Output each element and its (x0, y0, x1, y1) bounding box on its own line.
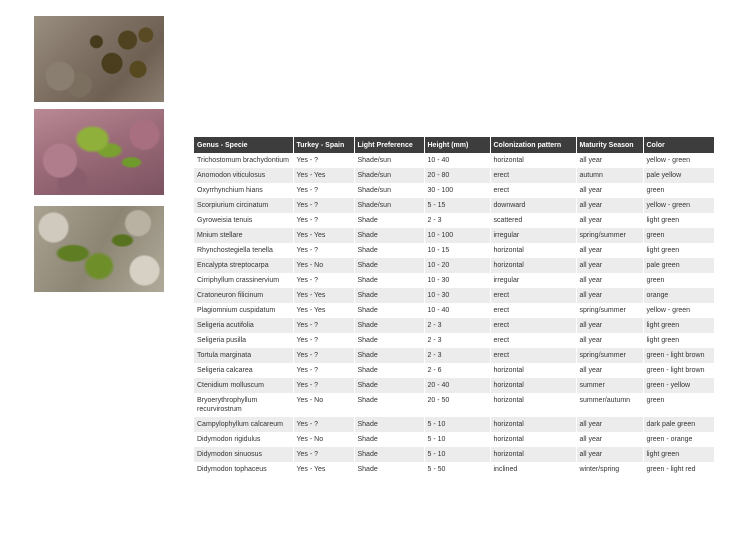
cell-height: 5 - 10 (424, 417, 490, 432)
cell-turkey-spain: Yes - ? (293, 348, 354, 363)
cell-maturity-season: all year (576, 258, 643, 273)
table-row (194, 462, 714, 477)
cell-colonization-pattern: scattered (490, 213, 576, 228)
cell-light-preference: Shade (354, 447, 424, 462)
table-row (194, 153, 714, 168)
cell-light-preference: Shade (354, 348, 424, 363)
cell-height: 10 - 40 (424, 303, 490, 318)
cell-color: green - light brown (643, 348, 714, 363)
cell-color: green (643, 393, 714, 417)
cell-turkey-spain: Yes - Yes (293, 303, 354, 318)
cell-genus-specie: Campylophyllum calcareum (194, 417, 293, 432)
cell-turkey-spain: Yes - No (293, 393, 354, 417)
table-row (194, 348, 714, 363)
cell-colonization-pattern: horizontal (490, 378, 576, 393)
cell-maturity-season: spring/summer (576, 348, 643, 363)
cell-color: light green (643, 318, 714, 333)
cell-height: 2 - 3 (424, 213, 490, 228)
cell-light-preference: Shade/sun (354, 168, 424, 183)
cell-maturity-season: winter/spring (576, 462, 643, 477)
header-turkey-spain: Turkey - Spain (293, 137, 354, 153)
cell-maturity-season: all year (576, 417, 643, 432)
cell-light-preference: Shade/sun (354, 198, 424, 213)
cell-light-preference: Shade (354, 432, 424, 447)
cell-color: light green (643, 243, 714, 258)
header-maturity-season: Maturity Season (576, 137, 643, 153)
cell-genus-specie: Oxyrrhynchium hians (194, 183, 293, 198)
cell-color: yellow - green (643, 303, 714, 318)
cell-maturity-season: all year (576, 447, 643, 462)
cell-light-preference: Shade (354, 318, 424, 333)
cell-light-preference: Shade (354, 243, 424, 258)
cell-colonization-pattern: horizontal (490, 393, 576, 417)
cell-colonization-pattern: inclined (490, 462, 576, 477)
cell-height: 5 - 10 (424, 432, 490, 447)
cell-turkey-spain: Yes - ? (293, 363, 354, 378)
cell-colonization-pattern: horizontal (490, 447, 576, 462)
cell-maturity-season: all year (576, 213, 643, 228)
cell-turkey-spain: Yes - ? (293, 318, 354, 333)
cell-color: light green (643, 333, 714, 348)
table-row (194, 168, 714, 183)
cell-color: dark pale green (643, 417, 714, 432)
cell-colonization-pattern: downward (490, 198, 576, 213)
cell-turkey-spain: Yes - ? (293, 447, 354, 462)
cell-colonization-pattern: erect (490, 168, 576, 183)
cell-colonization-pattern: erect (490, 318, 576, 333)
cell-height: 10 - 15 (424, 243, 490, 258)
cell-color: green - orange (643, 432, 714, 447)
cell-colonization-pattern: horizontal (490, 363, 576, 378)
cell-genus-specie: Ctenidium molluscum (194, 378, 293, 393)
table-row (194, 243, 714, 258)
cell-colonization-pattern: horizontal (490, 258, 576, 273)
header-light-preference: Light Preference (354, 137, 424, 153)
cell-height: 2 - 3 (424, 348, 490, 363)
cell-genus-specie: Seligeria acutifolia (194, 318, 293, 333)
cell-genus-specie: Cirriphyllum crassinervium (194, 273, 293, 288)
cell-genus-specie: Didymodon tophaceus (194, 462, 293, 477)
cell-genus-specie: Plagiomnium cuspidatum (194, 303, 293, 318)
moss-photo-brown (34, 16, 164, 102)
cell-light-preference: Shade (354, 363, 424, 378)
cell-genus-specie: Tortula marginata (194, 348, 293, 363)
cell-height: 20 - 80 (424, 168, 490, 183)
table-row (194, 183, 714, 198)
cell-turkey-spain: Yes - No (293, 432, 354, 447)
table-row (194, 273, 714, 288)
cell-maturity-season: all year (576, 432, 643, 447)
cell-genus-specie: Cratoneuron filicinum (194, 288, 293, 303)
cell-colonization-pattern: irregular (490, 273, 576, 288)
moss-species-table (194, 137, 715, 477)
cell-height: 10 - 20 (424, 258, 490, 273)
cell-genus-specie: Bryoerythrophyllum recurvirostrum (194, 393, 293, 417)
table-row (194, 288, 714, 303)
header-height: Height (mm) (424, 137, 490, 153)
cell-light-preference: Shade (354, 393, 424, 417)
cell-turkey-spain: Yes - ? (293, 153, 354, 168)
cell-color: green (643, 183, 714, 198)
cell-light-preference: Shade (354, 258, 424, 273)
cell-height: 5 - 50 (424, 462, 490, 477)
cell-maturity-season: all year (576, 288, 643, 303)
table-header-row (194, 137, 714, 153)
cell-light-preference: Shade (354, 288, 424, 303)
cell-height: 20 - 40 (424, 378, 490, 393)
cell-light-preference: Shade/sun (354, 183, 424, 198)
cell-color: green - yellow (643, 378, 714, 393)
moss-photo-grey-rock (34, 206, 164, 292)
cell-turkey-spain: Yes - ? (293, 417, 354, 432)
table-row (194, 213, 714, 228)
cell-turkey-spain: Yes - ? (293, 198, 354, 213)
cell-turkey-spain: Yes - ? (293, 378, 354, 393)
cell-maturity-season: all year (576, 198, 643, 213)
cell-height: 10 - 100 (424, 228, 490, 243)
cell-light-preference: Shade (354, 333, 424, 348)
cell-genus-specie: Seligeria pusilla (194, 333, 293, 348)
cell-colonization-pattern: erect (490, 333, 576, 348)
cell-genus-specie: Didymodon rigidulus (194, 432, 293, 447)
cell-maturity-season: all year (576, 363, 643, 378)
table-body (194, 153, 714, 477)
table-row (194, 318, 714, 333)
cell-light-preference: Shade (354, 303, 424, 318)
cell-light-preference: Shade (354, 378, 424, 393)
cell-color: orange (643, 288, 714, 303)
cell-maturity-season: all year (576, 153, 643, 168)
cell-light-preference: Shade (354, 273, 424, 288)
cell-maturity-season: summer/autumn (576, 393, 643, 417)
cell-turkey-spain: Yes - ? (293, 273, 354, 288)
header-colonization-pattern: Colonization pattern (490, 137, 576, 153)
cell-genus-specie: Anomodon viticulosus (194, 168, 293, 183)
cell-maturity-season: all year (576, 318, 643, 333)
cell-light-preference: Shade (354, 228, 424, 243)
cell-maturity-season: autumn (576, 168, 643, 183)
table-row (194, 198, 714, 213)
cell-color: yellow - green (643, 198, 714, 213)
cell-color: yellow - green (643, 153, 714, 168)
table-row (194, 393, 714, 417)
cell-maturity-season: summer (576, 378, 643, 393)
cell-colonization-pattern: horizontal (490, 153, 576, 168)
table-row (194, 432, 714, 447)
cell-height: 2 - 3 (424, 318, 490, 333)
cell-maturity-season: all year (576, 273, 643, 288)
cell-genus-specie: Mnium stellare (194, 228, 293, 243)
cell-light-preference: Shade/sun (354, 153, 424, 168)
header-color: Color (643, 137, 714, 153)
cell-genus-specie: Rhynchostegiella tenella (194, 243, 293, 258)
cell-turkey-spain: Yes - Yes (293, 288, 354, 303)
table-row (194, 378, 714, 393)
cell-colonization-pattern: erect (490, 348, 576, 363)
table-row (194, 303, 714, 318)
table-row (194, 363, 714, 378)
cell-turkey-spain: Yes - Yes (293, 168, 354, 183)
cell-turkey-spain: Yes - Yes (293, 462, 354, 477)
cell-genus-specie: Seligeria calcarea (194, 363, 293, 378)
cell-maturity-season: all year (576, 333, 643, 348)
cell-colonization-pattern: irregular (490, 228, 576, 243)
cell-height: 10 - 40 (424, 153, 490, 168)
cell-turkey-spain: Yes - ? (293, 333, 354, 348)
cell-maturity-season: spring/summer (576, 303, 643, 318)
cell-genus-specie: Scorpiurium circinatum (194, 198, 293, 213)
cell-color: green (643, 273, 714, 288)
table-row (194, 228, 714, 243)
table-row (194, 447, 714, 462)
cell-light-preference: Shade (354, 462, 424, 477)
cell-height: 5 - 10 (424, 447, 490, 462)
cell-turkey-spain: Yes - ? (293, 243, 354, 258)
table-row (194, 258, 714, 273)
cell-color: green (643, 228, 714, 243)
cell-height: 2 - 6 (424, 363, 490, 378)
cell-genus-specie: Encalypta streptocarpa (194, 258, 293, 273)
cell-maturity-season: all year (576, 183, 643, 198)
cell-color: light green (643, 213, 714, 228)
cell-turkey-spain: Yes - ? (293, 213, 354, 228)
cell-height: 10 - 30 (424, 273, 490, 288)
cell-turkey-spain: Yes - Yes (293, 228, 354, 243)
cell-turkey-spain: Yes - ? (293, 183, 354, 198)
cell-color: green - light brown (643, 363, 714, 378)
cell-color: light green (643, 447, 714, 462)
cell-color: green - light red (643, 462, 714, 477)
cell-height: 10 - 30 (424, 288, 490, 303)
cell-height: 30 - 100 (424, 183, 490, 198)
cell-height: 20 - 50 (424, 393, 490, 417)
cell-turkey-spain: Yes - No (293, 258, 354, 273)
cell-light-preference: Shade (354, 213, 424, 228)
cell-height: 2 - 3 (424, 333, 490, 348)
cell-colonization-pattern: erect (490, 303, 576, 318)
cell-genus-specie: Trichostomum brachydontium (194, 153, 293, 168)
cell-color: pale green (643, 258, 714, 273)
cell-colonization-pattern: horizontal (490, 432, 576, 447)
table-row (194, 333, 714, 348)
table-row (194, 417, 714, 432)
cell-genus-specie: Gyroweisia tenuis (194, 213, 293, 228)
cell-genus-specie: Didymodon sinuosus (194, 447, 293, 462)
header-genus-specie: Genus - Specie (194, 137, 293, 153)
cell-colonization-pattern: horizontal (490, 417, 576, 432)
cell-maturity-season: spring/summer (576, 228, 643, 243)
cell-color: pale yellow (643, 168, 714, 183)
cell-colonization-pattern: horizontal (490, 243, 576, 258)
moss-photo-pink-rock (34, 109, 164, 195)
cell-colonization-pattern: erect (490, 288, 576, 303)
cell-light-preference: Shade (354, 417, 424, 432)
cell-colonization-pattern: erect (490, 183, 576, 198)
cell-maturity-season: all year (576, 243, 643, 258)
cell-height: 5 - 15 (424, 198, 490, 213)
